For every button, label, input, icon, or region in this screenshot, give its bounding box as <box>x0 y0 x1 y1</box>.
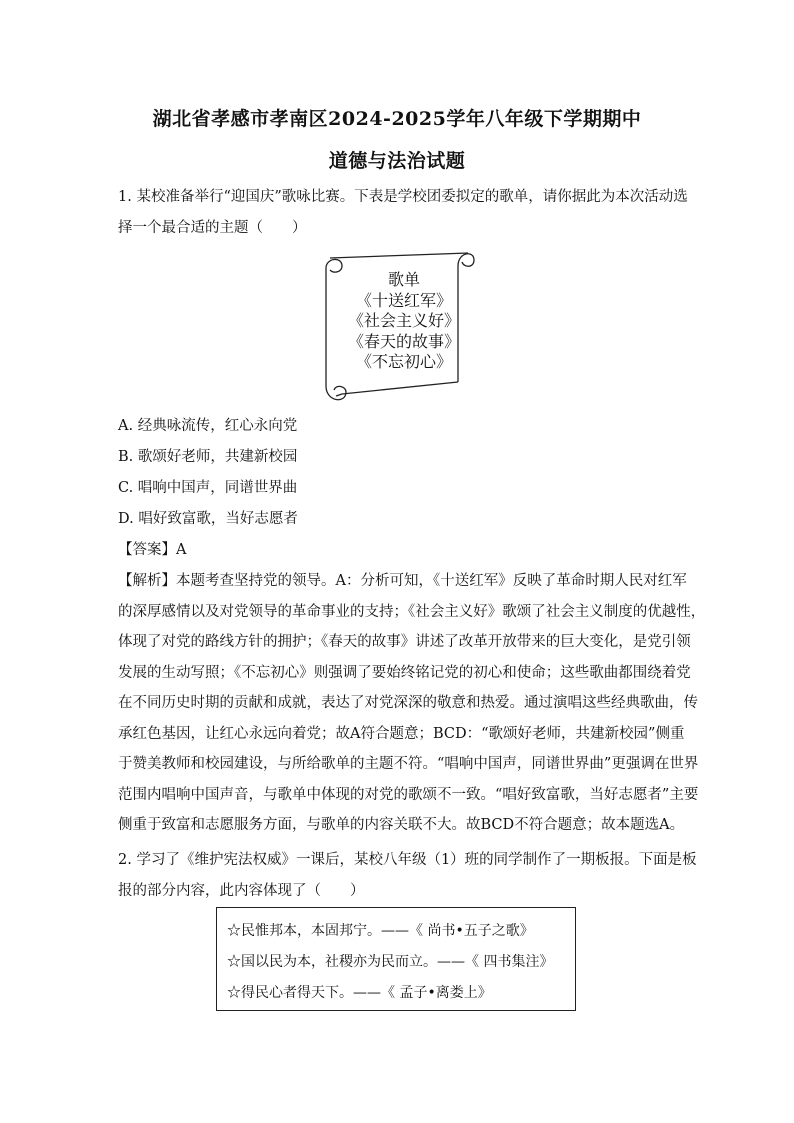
question-2-stem-line: 2. 学习了《维护宪法权威》一课后，某校八年级（1）班的同学制作了一期板报。下面是板 <box>118 852 697 868</box>
song-list-heading: 歌单 <box>387 270 420 289</box>
quote-line: ☆国以民为本，社稷亦为民而立。——《 四书集注》 <box>227 954 554 970</box>
question-1-stem-line: 1. 某校准备举行“迎国庆”歌咏比赛。下表是学校团委拟定的歌单，请你据此为本次活动选 <box>118 189 688 205</box>
song-list-scroll <box>318 246 478 404</box>
document-title-line-1: 湖北省孝感市孝南区2024-2025学年八年级下学期期中 <box>152 108 642 130</box>
analysis-line: 的深厚感情以及对党领导的革命事业的支持；《社会主义好》歌颂了社会主义制度的优越性， <box>118 603 706 620</box>
question-1-option-a: A. 经典咏流传，红心永向党 <box>118 418 298 434</box>
analysis-line: 【解析】本题考查坚持党的领导。A：分析可知，《十送红军》反映了革命时期人民对红军 <box>118 573 687 589</box>
analysis-line: 体现了对党的路线方针的拥护；《春天的故事》讲述了改革开放带来的巨大变化，是党引领 <box>118 634 691 650</box>
question-1-option-c: C. 唱响中国声，同谱世界曲 <box>118 480 298 496</box>
analysis-line: 发展的生动写照；《不忘初心》则强调了要始终铭记党的初心和使命；这些歌曲都围绕着党 <box>118 664 691 681</box>
analysis-line: 侧重于致富和志愿服务方面，与歌单的内容关联不大。故BCD不符合题意；故本题选A。 <box>118 817 685 833</box>
blackboard-quote-box <box>216 907 576 1011</box>
quote-line: ☆民惟邦本，本固邦宁。——《 尚书•五子之歌》 <box>227 923 534 939</box>
song-list-text <box>330 270 478 373</box>
document-title-line-2: 道德与法治试题 <box>328 150 466 172</box>
question-1-answer: 【答案】A <box>118 542 187 558</box>
question-1-stem <box>118 182 688 243</box>
question-1-analysis <box>118 566 706 841</box>
song-title: 《不忘初心》 <box>355 352 452 371</box>
quote-line: ☆得民心者得天下。——《 孟子•离娄上》 <box>227 985 492 1001</box>
question-1-option-b: B. 歌颂好老师，共建新校园 <box>118 449 298 465</box>
analysis-line: 范围内唱响中国声音，与歌单中体现的对党的歌颂不一致。“唱好致富歌，当好志愿者”主要 <box>118 786 699 803</box>
song-title: 《春天的故事》 <box>347 331 460 351</box>
question-1-option-d: D. 唱好致富歌，当好志愿者 <box>118 511 298 527</box>
song-title: 《社会主义好》 <box>347 311 460 330</box>
question-2-stem-line: 报的部分内容，此内容体现了（ ） <box>118 882 365 899</box>
analysis-line: 在不同历史时期的贡献和成就，表达了对党深深的敬意和热爱。通过演唱这些经典歌曲，传 <box>118 695 698 711</box>
question-1-stem-line: 择一个最合适的主题（ ） <box>118 219 307 236</box>
song-title: 《十送红军》 <box>355 290 452 310</box>
analysis-line: 于赞美教师和校园建设，与所给歌单的主题不符。“唱响中国声，同谱世界曲”更强调在世界 <box>118 756 699 772</box>
question-2-stem <box>118 845 697 906</box>
analysis-line: 承红色基因，让红心永远向着党；故A符合题意；BCD：“歌颂好老师，共建新校园”侧重 <box>118 725 685 742</box>
